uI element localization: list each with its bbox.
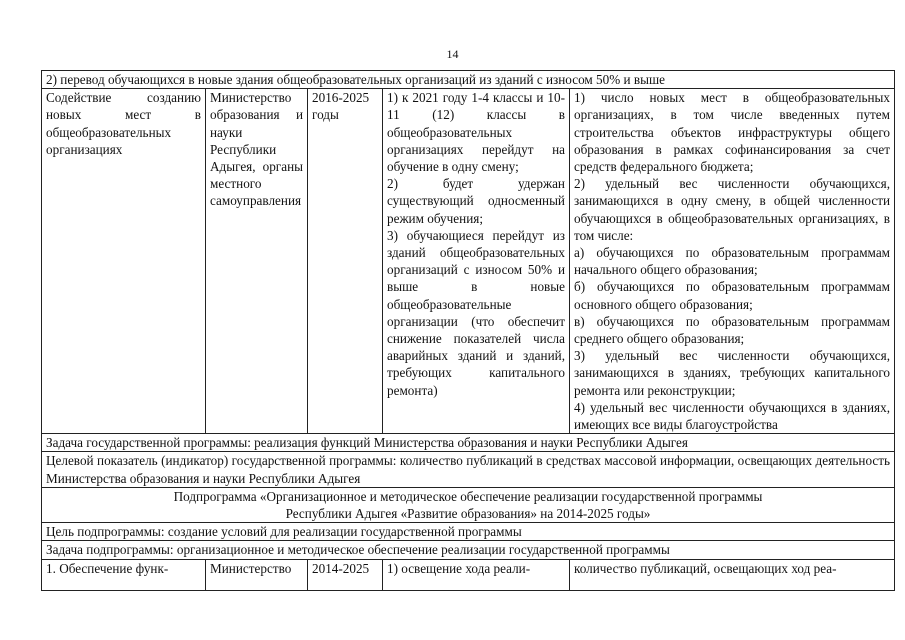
- executor-cell: Министерство: [206, 559, 308, 590]
- subprogram-task: Задача подпрограммы: организационное и методическое обеспечение реализации государственной программы: [42, 541, 895, 559]
- results-cell: 1) освещение хода реали-: [383, 559, 570, 590]
- period-cell: 2014-2025: [308, 559, 383, 590]
- task-row: [42, 434, 895, 452]
- section-heading-row: [42, 71, 895, 89]
- target-indicator: Целевой показатель (индикатор) государственной программы: количество публикаций в средствах массовой информации, освещающих деятельность Министерства образования и науки Республики Адыгея: [42, 452, 895, 487]
- measure-cell: 1. Обеспечение функ-: [42, 559, 206, 590]
- section-heading: 2) перевод обучающихся в новые здания общеобразовательных организаций из зданий с износом 50% и выше: [42, 71, 895, 89]
- indicators-cell: 1) число новых мест в общеобразовательных организациях, в том числе введенных путем строительства объектов инфраструктуры общего образования в рамках софинансирования за счет средств федерального бюджета; 2) удельный вес численности обучающихся, занимающихся в одну смену, в общей численности обучающихся в общеобразовательных организациях, в том числе: а) обучающихся по образовательным программам начального общего образования; б) обучающихся по образовательным программам основного общего образования; в) обучающихся по образовательным программам среднего общего образования; 3) удельный вес численности обучающихся, занимающихся в зданиях, требующих капитального ремонта или реконструкции; 4) удельный вес численности обучающихся в зданиях, имеющих все виды благоустройства: [570, 89, 895, 434]
- subprogram-task-row: [42, 541, 895, 559]
- executor-cell: Министерство образования и науки Республики Адыгея, органы местного самоуправления: [206, 89, 308, 434]
- indicators-cell: количество публикаций, освещающих ход реа-: [570, 559, 895, 590]
- subprogram-goal: Цель подпрограммы: создание условий для реализации государственной программы: [42, 523, 895, 541]
- program-table: [41, 70, 895, 591]
- target-indicator-row: [42, 452, 895, 487]
- page-number: 14: [446, 47, 459, 61]
- program-task: Задача государственной программы: реализация функций Министерства образования и науки Республики Адыгея: [42, 434, 895, 452]
- period-cell: 2016-2025 годы: [308, 89, 383, 434]
- table-row: [42, 89, 895, 434]
- subprogram-title-line1: Подпрограмма «Организационное и методическое обеспечение реализации государственной программы: [173, 488, 763, 504]
- subprogram-title-row: [42, 487, 895, 522]
- table-row: [42, 559, 895, 590]
- subprogram-title-line2: Республики Адыгея «Развитие образования» на 2014-2025 годы»: [285, 506, 651, 522]
- measure-cell: Содействие созданию новых мест в общеобразовательных организациях: [42, 89, 206, 434]
- subprogram-goal-row: [42, 523, 895, 541]
- results-cell: 1) к 2021 году 1-4 классы и 10-11 (12) классы в общеобразовательных организациях перейдут на обучение в одну смену; 2) будет удержан существующий односменный режим обучения; 3) обучающиеся перейдут из зданий общеобразовательных организаций с износом 50% и выше в новые общеобразовательные организации (что обеспечит снижение показателей числа аварийных зданий и зданий, требующих капитального ремонта): [383, 89, 570, 434]
- subprogram-title: [42, 487, 895, 522]
